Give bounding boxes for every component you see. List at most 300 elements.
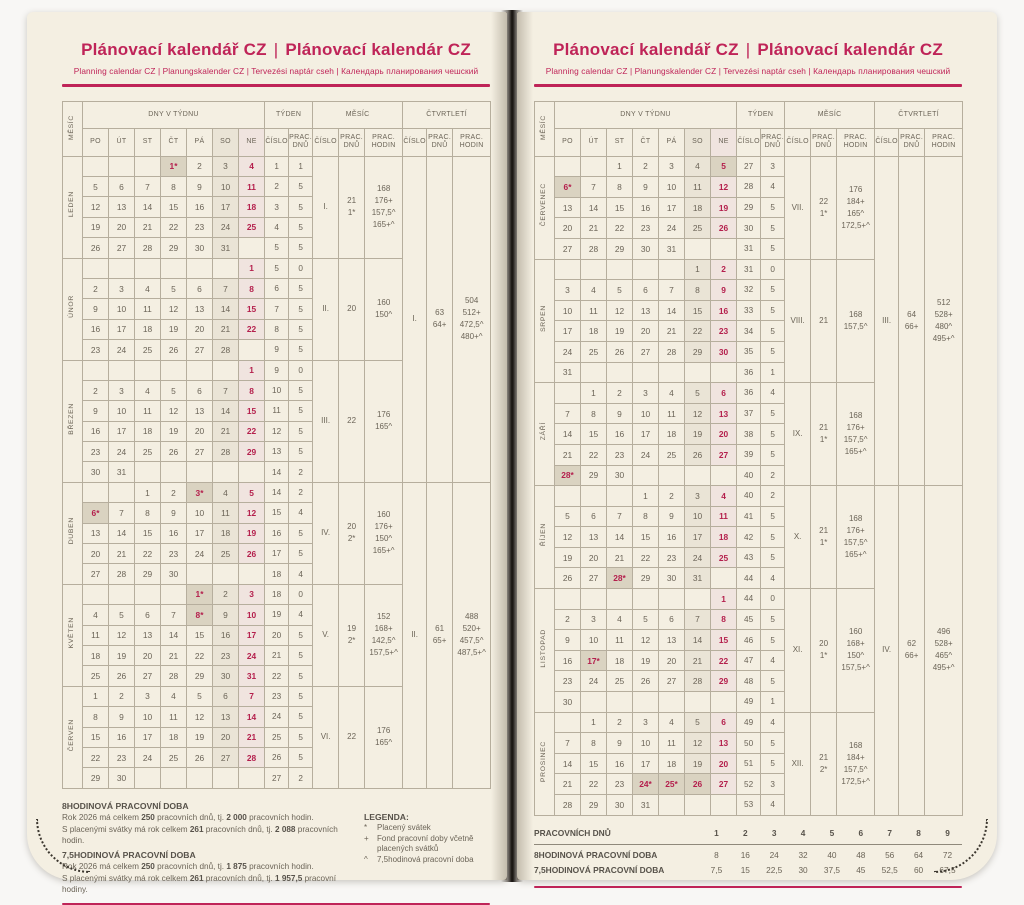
day-cell: 1: [581, 383, 607, 404]
month-workhours-cell-line: 184+: [846, 752, 865, 762]
week-workdays-cell: 5: [761, 547, 785, 568]
sub-header: ČÍSLO: [785, 128, 811, 156]
month-number-cell-line: II.: [322, 304, 329, 314]
day-cell: 20: [659, 650, 685, 671]
day-cell: [555, 259, 581, 280]
day-cell: 16: [213, 625, 239, 645]
month-workdays-cell-line: 2*: [347, 636, 356, 646]
day-cell: 30: [109, 768, 135, 788]
week-workdays-cell: 2: [289, 482, 313, 502]
day-cell: [109, 482, 135, 502]
day-cell: 23: [607, 774, 633, 795]
day-cell: 29: [239, 442, 265, 462]
month-workhours-cell: [837, 486, 875, 589]
day-cell: 20: [555, 218, 581, 239]
week-workdays-cell: 1: [761, 692, 785, 713]
right-footer: [534, 826, 962, 889]
footer-line-segment: pracovních dnů, tj.: [203, 824, 275, 834]
day-cell: 7: [581, 177, 607, 198]
month-workhours-cell-line: 157,5^: [843, 435, 868, 445]
month-number-cell-line: IV.: [321, 528, 331, 538]
month-workhours-cell-line: 184+: [846, 196, 865, 206]
day-cell: 1*: [161, 156, 187, 176]
day-cell: [135, 462, 161, 482]
day-cell: 14: [659, 300, 685, 321]
day-cell: 17: [685, 527, 711, 548]
day-cell: 10: [187, 503, 213, 523]
week-workdays-cell: 4: [761, 795, 785, 816]
week-number-cell: 19: [265, 605, 289, 625]
week-workdays-cell: 5: [289, 319, 313, 339]
month-group-header: MĚSÍC: [313, 101, 403, 128]
day-cell: 15: [685, 300, 711, 321]
day-cell: 3: [633, 712, 659, 733]
day-cell: 23: [607, 444, 633, 465]
day-cell: [659, 692, 685, 713]
week-workdays-cell: 1: [761, 362, 785, 383]
day-cell: [633, 259, 659, 280]
week-number-cell: 29: [737, 197, 761, 218]
day-cell: 29: [581, 465, 607, 486]
month-name-label: BŘEZEN: [68, 402, 76, 435]
month-name-label: LISTOPAD: [540, 628, 548, 668]
day-cell: 9: [213, 605, 239, 625]
summary-value-cell: 7,5: [710, 865, 723, 876]
day-cell: 26: [161, 442, 187, 462]
day-cell: 19: [607, 321, 633, 342]
day-cell: 12: [239, 503, 265, 523]
workdays-summary-table: [534, 826, 962, 878]
day-cell: 2: [555, 609, 581, 630]
month-workhours-cell-line: 150^: [847, 651, 865, 661]
month-workhours-cell-line: 172,5+^: [841, 220, 870, 230]
footer-line-segment: 2 088: [274, 824, 296, 834]
day-cell: 4: [607, 609, 633, 630]
footer-line-segment: 1 875: [226, 862, 247, 872]
day-cell: 30: [161, 564, 187, 584]
month-workhours-cell-line: 176: [376, 726, 391, 736]
day-cell: 2: [213, 584, 239, 604]
day-cell: 7: [685, 609, 711, 630]
day-cell: 23: [109, 747, 135, 767]
day-cell: 8: [711, 609, 737, 630]
week-number-cell: 25: [265, 727, 289, 747]
month-workhours-cell-line: 160: [376, 510, 391, 520]
day-cell: 26: [109, 666, 135, 686]
footer-line-segment: S placenými svátky má rok celkem: [62, 873, 190, 883]
summary-column-header: 7: [875, 826, 904, 845]
day-cell: 4: [711, 486, 737, 507]
footer-line-segment: pracovních dnů, tj.: [154, 813, 227, 823]
month-workdays-cell: [811, 486, 837, 589]
month-name-cell: [63, 482, 83, 584]
day-cell: 19: [633, 650, 659, 671]
day-cell: 6: [213, 686, 239, 706]
day-cell: [213, 564, 239, 584]
day-cell: 3: [109, 380, 135, 400]
day-cell: 30: [213, 666, 239, 686]
day-cell: 4: [685, 156, 711, 177]
quarter-workhours-cell-line: 457,5^: [459, 636, 484, 646]
day-cell: 26: [711, 218, 737, 239]
month-workhours-cell: [365, 584, 403, 686]
day-cell: 18: [659, 424, 685, 445]
month-workhours-cell-line: 157,5+^: [841, 663, 870, 673]
summary-value-cell: 52,5: [881, 865, 898, 876]
month-name-label: ÚNOR: [68, 295, 76, 318]
summary-value-cell: 32: [798, 850, 808, 861]
quarter-workdays-cell-line: 66+: [904, 321, 919, 331]
week-number-cell: 10: [265, 380, 289, 400]
month-workhours-cell-line: 160: [376, 298, 391, 308]
day-cell: 22: [685, 321, 711, 342]
day-cell: [109, 156, 135, 176]
day-cell: [685, 238, 711, 259]
day-cell: 25: [711, 547, 737, 568]
header-rule: [534, 84, 962, 87]
quarter-workhours-cell-line: 472,5^: [459, 320, 484, 330]
day-cell: 11: [581, 300, 607, 321]
day-name-header: ČT: [161, 128, 187, 156]
month-workdays-cell: [339, 482, 365, 584]
week-number-cell: 18: [265, 564, 289, 584]
day-cell: 22: [711, 650, 737, 671]
day-cell: [555, 486, 581, 507]
day-cell: [659, 362, 685, 383]
right-page-content: [534, 12, 962, 880]
day-cell: 12: [711, 177, 737, 198]
day-cell: 18: [135, 421, 161, 441]
quarter-number-cell: [875, 486, 899, 816]
month-workdays-cell-line: 21: [819, 315, 829, 325]
day-cell: [161, 360, 187, 380]
month-name-cell: [63, 156, 83, 258]
month-number-cell: [785, 156, 811, 259]
day-cell: 31: [659, 238, 685, 259]
day-cell: 1: [711, 589, 737, 610]
week-workdays-cell: 5: [761, 444, 785, 465]
day-cell: 28: [581, 238, 607, 259]
day-cell: 31: [109, 462, 135, 482]
week-workdays-cell: 4: [761, 568, 785, 589]
week-row: [63, 482, 491, 502]
week-workdays-cell: 5: [289, 747, 313, 767]
day-cell: 11: [239, 176, 265, 196]
day-cell: 5: [685, 383, 711, 404]
day-cell: 25: [239, 217, 265, 237]
day-cell: 6*: [555, 177, 581, 198]
month-col-header-label: MĚSÍC: [68, 115, 76, 141]
summary-value-cell: 48: [856, 850, 866, 861]
week-workdays-cell: 5: [289, 278, 313, 298]
week-number-cell: 40: [737, 465, 761, 486]
day-cell: 2: [161, 482, 187, 502]
week-workdays-cell: 5: [761, 609, 785, 630]
day-cell: 20: [83, 544, 109, 564]
month-workhours-cell-line: 165+^: [372, 546, 395, 556]
day-cell: 18: [685, 197, 711, 218]
day-cell: 10: [633, 403, 659, 424]
week-workdays-cell: 5: [761, 341, 785, 362]
quarter-workhours-cell: [453, 156, 491, 482]
week-number-cell: 30: [737, 218, 761, 239]
day-cell: 14: [685, 630, 711, 651]
week-number-cell: 8: [265, 319, 289, 339]
day-cell: 28: [213, 340, 239, 360]
day-cell: 11: [685, 177, 711, 198]
week-workdays-cell: 3: [761, 156, 785, 177]
day-cell: [239, 564, 265, 584]
day-cell: 9: [83, 299, 109, 319]
week-workdays-cell: 4: [289, 503, 313, 523]
day-cell: 10: [659, 177, 685, 198]
week-workdays-cell: 5: [761, 506, 785, 527]
day-cell: 6: [633, 280, 659, 301]
day-cell: 20: [213, 727, 239, 747]
day-cell: 26: [555, 568, 581, 589]
day-cell: 13: [555, 197, 581, 218]
day-cell: 10: [581, 630, 607, 651]
legend-symbol: ^: [364, 855, 368, 865]
day-cell: 30: [607, 795, 633, 816]
day-cell: 3: [685, 486, 711, 507]
day-cell: [659, 259, 685, 280]
day-cell: 28: [555, 795, 581, 816]
day-cell: 21: [581, 218, 607, 239]
summary-column-header: 8: [904, 826, 933, 845]
week-number-cell: 24: [265, 707, 289, 727]
month-number-cell: [785, 486, 811, 589]
day-cell: [161, 768, 187, 788]
month-name-cell: [535, 486, 555, 589]
month-workhours-cell: [365, 258, 403, 360]
day-cell: 16: [555, 650, 581, 671]
day-cell: 15: [711, 630, 737, 651]
summary-row-label: 7,5HODINOVÁ PRACOVNÍ DOBA: [534, 865, 665, 876]
day-cell: 11: [659, 733, 685, 754]
day-cell: 24: [685, 547, 711, 568]
day-cell: 4: [213, 482, 239, 502]
day-cell: 24: [581, 671, 607, 692]
week-number-cell: 15: [265, 503, 289, 523]
day-cell: [135, 768, 161, 788]
week-number-cell: 5: [265, 238, 289, 258]
day-cell: 26: [685, 444, 711, 465]
day-cell: 10: [213, 176, 239, 196]
week-row: [535, 156, 963, 177]
quarter-workhours-cell-line: 480^: [935, 321, 953, 331]
day-cell: 5: [239, 482, 265, 502]
day-cell: 17: [213, 197, 239, 217]
day-cell: 8*: [187, 605, 213, 625]
sub-header: ČÍSLO: [403, 128, 427, 156]
footer-line-segment: 261: [189, 824, 204, 834]
day-cell: 9: [659, 506, 685, 527]
day-cell: 9: [83, 401, 109, 421]
month-number-cell-line: XII.: [791, 758, 804, 768]
day-cell: 2: [607, 712, 633, 733]
title-cz: Plánovací kalendář CZ: [553, 40, 739, 59]
legend-text: Fond pracovní doby včetně placených svátků: [377, 833, 474, 854]
day-cell: 31: [213, 238, 239, 258]
day-cell: 22: [581, 444, 607, 465]
day-cell: [109, 360, 135, 380]
day-cell: 1*: [187, 584, 213, 604]
day-cell: [711, 692, 737, 713]
month-workdays-cell-line: 2*: [347, 534, 356, 544]
day-cell: [581, 156, 607, 177]
week-workdays-cell: 5: [289, 666, 313, 686]
quarter-workhours-cell: [925, 156, 963, 486]
quarter-workdays-cell-line: 65+: [432, 636, 447, 646]
summary-value-cell: 45: [856, 865, 866, 876]
week-workdays-cell: 0: [761, 589, 785, 610]
day-cell: 13: [711, 733, 737, 754]
week-workdays-cell: 5: [289, 686, 313, 706]
day-cell: [711, 362, 737, 383]
day-cell: 26: [239, 544, 265, 564]
day-cell: 4: [135, 380, 161, 400]
month-name-label: ŘÍJEN: [540, 523, 548, 547]
week-workdays-cell: 5: [761, 733, 785, 754]
day-cell: 14: [161, 625, 187, 645]
day-cell: 25: [581, 341, 607, 362]
day-cell: 18: [161, 727, 187, 747]
day-cell: 21: [659, 321, 685, 342]
day-cell: [135, 156, 161, 176]
page-title: [62, 40, 490, 60]
page-subtitle: Planning calendar CZ | Planungskalender CZ | Tervezési naptár cseh | Календарь планирования чешский: [73, 66, 479, 76]
quarter-workhours-cell: [925, 486, 963, 816]
summary-value-cell: 8: [714, 850, 719, 861]
week-workdays-cell: 4: [761, 177, 785, 198]
day-cell: 10: [239, 605, 265, 625]
month-workhours-cell-line: 176+: [846, 423, 865, 433]
day-cell: 14: [109, 523, 135, 543]
quarter-group-header: ČTVRTLETÍ: [875, 101, 963, 128]
month-workdays-cell: [339, 258, 365, 360]
day-cell: [607, 362, 633, 383]
day-cell: [135, 360, 161, 380]
month-name-label: SRPEN: [540, 304, 548, 332]
month-name-label: ZÁŘÍ: [540, 422, 548, 441]
day-cell: 2: [607, 383, 633, 404]
month-workdays-cell-line: 20: [819, 639, 829, 649]
month-workhours-cell-line: 168: [848, 514, 863, 524]
week-workdays-cell: 5: [761, 527, 785, 548]
day-cell: 9: [161, 503, 187, 523]
sub-header: ČÍSLO: [737, 128, 761, 156]
footer-line-segment: pracovních dnů, tj.: [154, 862, 227, 872]
day-cell: [633, 589, 659, 610]
day-cell: 20: [109, 217, 135, 237]
day-cell: 15: [633, 527, 659, 548]
month-workdays-cell-line: 22: [347, 416, 357, 426]
day-cell: 11: [213, 503, 239, 523]
quarter-number-cell-line: I.: [412, 314, 417, 324]
month-workhours-cell: [365, 360, 403, 482]
day-cell: 11: [607, 630, 633, 651]
month-workdays-cell-line: 21: [819, 526, 829, 536]
footer-block-line: [62, 812, 357, 824]
day-cell: 6: [135, 605, 161, 625]
summary-row: [534, 863, 962, 878]
day-cell: 21: [555, 444, 581, 465]
footer-line-segment: 1 957,5: [274, 873, 303, 883]
day-cell: 29: [187, 666, 213, 686]
month-workhours-cell-line: 165+^: [844, 550, 867, 560]
day-cell: 14: [555, 753, 581, 774]
day-cell: 31: [555, 362, 581, 383]
day-cell: 22: [581, 774, 607, 795]
day-cell: 28: [109, 564, 135, 584]
week-number-cell: 48: [737, 671, 761, 692]
month-workdays-cell: [811, 383, 837, 486]
quarter-workhours-cell-line: 480+^: [460, 332, 483, 342]
month-workdays-cell: [339, 686, 365, 788]
week-number-cell: 45: [737, 609, 761, 630]
day-cell: 30: [659, 568, 685, 589]
day-cell: 9: [109, 707, 135, 727]
month-workdays-cell-line: 19: [347, 624, 357, 634]
month-workhours-cell-line: 172,5+^: [841, 776, 870, 786]
day-cell: 30: [633, 238, 659, 259]
footer-rule: [534, 886, 962, 889]
day-cell: 15: [187, 625, 213, 645]
quarter-workhours-cell-line: 465^: [935, 651, 953, 661]
month-number-cell: [785, 589, 811, 713]
day-cell: 19: [685, 753, 711, 774]
day-cell: 30: [555, 692, 581, 713]
week-number-cell: 26: [265, 747, 289, 767]
day-cell: 9: [711, 280, 737, 301]
day-cell: 23: [187, 217, 213, 237]
month-workhours-cell: [365, 156, 403, 258]
day-cell: 16: [187, 197, 213, 217]
summary-head: [534, 826, 962, 845]
day-cell: 15: [239, 401, 265, 421]
planning-table-left: [62, 101, 490, 789]
day-cell: 17: [633, 753, 659, 774]
day-cell: 14: [213, 401, 239, 421]
day-cell: 7: [135, 176, 161, 196]
day-cell: 4: [239, 156, 265, 176]
week-workdays-cell: 5: [761, 671, 785, 692]
day-cell: 14: [239, 707, 265, 727]
day-name-header: ST: [135, 128, 161, 156]
footer-line-segment: Rok 2026 má celkem: [62, 813, 142, 823]
day-cell: [239, 768, 265, 788]
month-name-cell: [63, 258, 83, 360]
day-cell: 13: [581, 527, 607, 548]
day-cell: 25: [685, 218, 711, 239]
month-name-cell: [63, 584, 83, 686]
day-cell: 22: [239, 319, 265, 339]
day-cell: 25*: [659, 774, 685, 795]
day-cell: 8: [239, 380, 265, 400]
day-cell: 24: [213, 217, 239, 237]
month-name-label: LEDEN: [68, 191, 76, 218]
footer-line-segment: pracovních hodin.: [62, 824, 338, 846]
day-cell: [607, 259, 633, 280]
month-workhours-cell-line: 168+: [846, 639, 865, 649]
day-cell: [187, 768, 213, 788]
day-cell: 12: [83, 197, 109, 217]
week-number-cell: 14: [265, 482, 289, 502]
day-cell: [213, 768, 239, 788]
day-cell: 20: [187, 421, 213, 441]
day-cell: 23: [633, 218, 659, 239]
